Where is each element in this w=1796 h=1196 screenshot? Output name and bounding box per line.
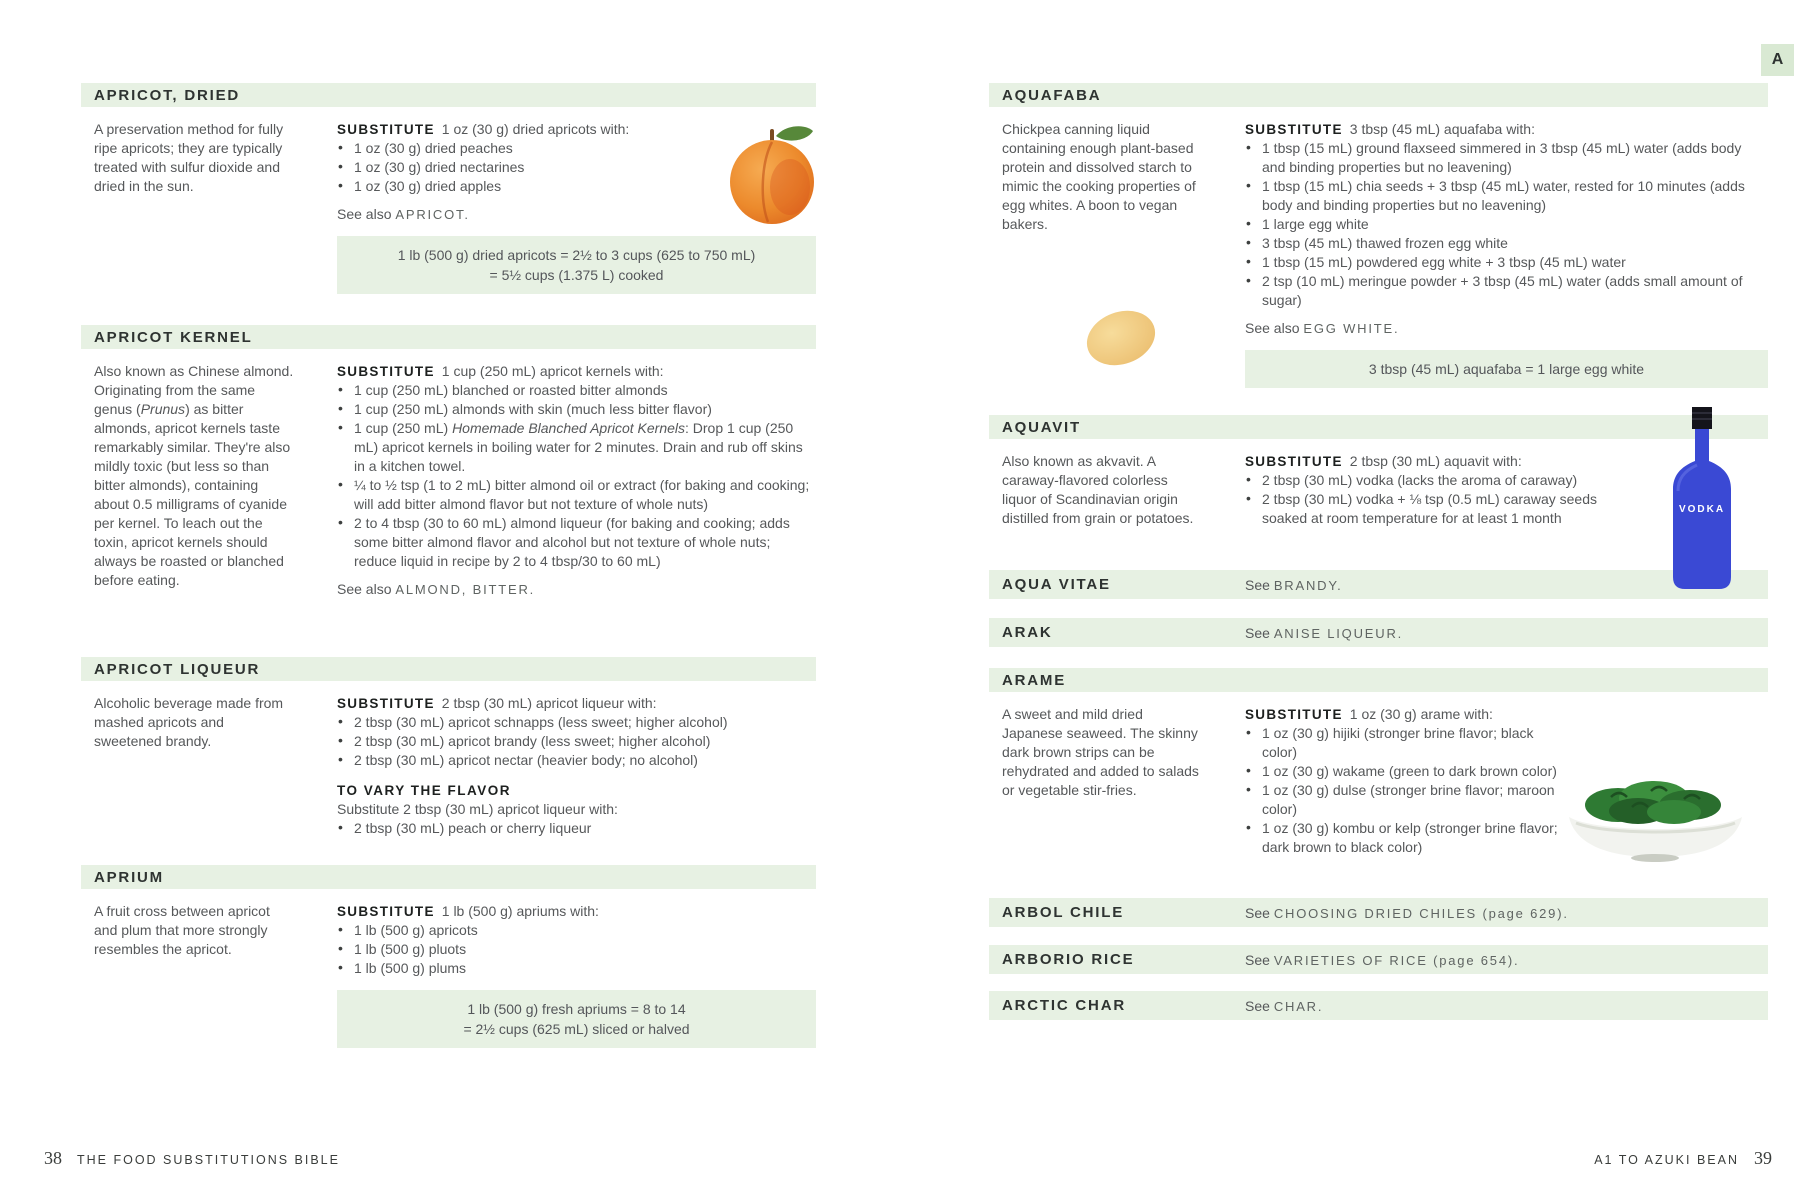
conversion-line: 3 tbsp (45 mL) aquafaba = 1 large egg white (1368, 361, 1645, 377)
substitute-list (1245, 471, 1635, 528)
entry-description: Chickpea canning liquid containing enough plant-based protein and dissolved starch to mimic the cooking properties of egg whites. A boon to vegan bakers. (1002, 121, 1196, 232)
substitutes-column (1245, 120, 1768, 338)
entry-aquavit (989, 415, 1768, 570)
see-also-note (1245, 905, 1768, 921)
substitute-line (1245, 120, 1764, 139)
conversion-line: = 5½ cups (1.375 L) cooked (489, 267, 664, 283)
substitute-item: • 1 tbsp (15 mL) powdered egg white + 3 tbsp (45 mL) water (1245, 253, 1764, 272)
substitute-list (337, 381, 812, 571)
term-bar: ARAME (989, 668, 1768, 692)
substitute-item: • 1 lb (500 g) apricots (337, 921, 812, 940)
substitute-item: • 1 oz (30 g) dulse (stronger brine flavor; maroon color) (1245, 781, 1565, 819)
see-also-prefix: See also (1245, 320, 1304, 336)
cross-reference-link: APRICOT. (395, 207, 470, 222)
vary-flavor-list (337, 819, 812, 838)
term-bar: APRICOT, DRIED (81, 83, 816, 107)
entry-arbol-chile (989, 898, 1768, 927)
substitute-item: • 1 tbsp (15 mL) chia seeds + 3 tbsp (45 mL) water, rested for 10 minutes (adds body and binding properties but no leavening) (1245, 177, 1764, 215)
substitute-item: • 1 oz (30 g) dried apples (337, 177, 812, 196)
cross-reference-link: CHOOSING DRIED CHILES (page 629). (1273, 905, 1569, 921)
substitutes-column (337, 362, 816, 599)
page-number: 39 (1754, 1148, 1772, 1168)
substitute-label: SUBSTITUTE (1245, 707, 1343, 722)
substitute-label: SUBSTITUTE (1245, 122, 1343, 137)
conversion-box (1245, 350, 1768, 388)
entry-aprium (81, 865, 816, 1048)
substitute-intro: 1 oz (30 g) dried apricots with: (441, 121, 630, 137)
entry-description: Also known as akvavit. A caraway-flavored colorless liquor of Scandinavian origin distilled from grain or potatoes. (1002, 453, 1194, 526)
footer-right (1594, 1148, 1772, 1169)
entry-apricot-kernel (81, 325, 816, 657)
see-also-note (1245, 625, 1768, 641)
substitute-list (337, 921, 812, 978)
see-also-prefix: See (1245, 576, 1274, 593)
description-text: ) as bitter almonds, apricot kernels taste remarkably similar. They're also mildly toxic (but less so than bitter almonds), containing about 0.5 milligrams of cyanide per kernel. To leach out the toxin, apricot kernels should always be roasted or blanched before eating. (94, 401, 291, 588)
substitute-label: SUBSTITUTE (337, 904, 435, 919)
substitute-item: • 1 oz (30 g) wakame (green to dark brown color) (1245, 762, 1565, 781)
cross-reference-link: ALMOND, BITTER. (395, 582, 536, 597)
substitute-intro: 1 cup (250 mL) apricot kernels with: (441, 363, 664, 379)
substitute-item: • 2 tbsp (30 mL) apricot nectar (heavier body; no alcohol) (337, 751, 812, 770)
running-footer-title: THE FOOD SUBSTITUTIONS BIBLE (77, 1153, 340, 1167)
description-italic: Prunus (140, 401, 186, 417)
term-bar: APRIUM (81, 865, 816, 889)
substitute-item-italic: Homemade Blanched Apricot Kernels (452, 420, 685, 436)
substitute-list (337, 713, 812, 770)
substitute-item: • 2 tbsp (30 mL) vodka + ⅛ tsp (0.5 mL) caraway seeds soaked at room temperature for at least 1 month (1245, 490, 1635, 528)
cross-reference-link: BRANDY. (1273, 577, 1343, 593)
substitute-label: SUBSTITUTE (337, 696, 435, 711)
footer-left (44, 1148, 340, 1169)
substitute-item: • 2 tbsp (30 mL) peach or cherry liqueur (337, 819, 812, 838)
seaweed (1647, 800, 1701, 824)
entry-apricot-dried (81, 83, 816, 325)
see-also-note (1245, 319, 1764, 338)
egg-illustration (1083, 305, 1160, 370)
cross-reference-link: CHAR. (1273, 998, 1324, 1014)
description-text: Also known as Chinese almond. Originating from the same genus ( (94, 363, 294, 417)
substitutes-column (337, 694, 816, 838)
cross-reference-link: VARIETIES OF RICE (page 654). (1273, 952, 1520, 968)
term-bar: ARCTIC CHAR (1002, 997, 1126, 1014)
see-also-prefix: See also (337, 206, 396, 222)
substitute-list (1245, 724, 1565, 857)
substitute-item: • ¼ to ½ tsp (1 to 2 mL) bitter almond oil or extract (for baking and cooking; will add bitter almond flavor but not texture of whole nuts) (337, 476, 812, 514)
entry-arak (989, 618, 1768, 647)
vary-flavor-heading: TO VARY THE FLAVOR (337, 783, 512, 798)
see-also-note (1245, 998, 1768, 1014)
vary-flavor-intro: Substitute 2 tbsp (30 mL) apricot liqueur with: (337, 801, 618, 817)
entry-description: A fruit cross between apricot and plum that more strongly resembles the apricot. (94, 903, 270, 957)
substitute-item (337, 419, 812, 476)
entry-description: A preservation method for fully ripe apricots; they are typically treated with sulfur dioxide and dried in the sun. (94, 121, 284, 194)
entry-aqua-vitae (989, 570, 1768, 599)
entry-apricot-liqueur (81, 657, 816, 865)
alpha-index-tab[interactable]: A (1761, 44, 1794, 76)
apricot-illustration (728, 121, 816, 225)
term-bar: AQUAFABA (989, 83, 1768, 107)
conversion-line: 1 lb (500 g) dried apricots = 2½ to 3 cups (625 to 750 mL) (397, 247, 756, 263)
substitute-list (1245, 139, 1764, 310)
page-left (81, 83, 816, 1048)
substitute-item-text: 1 cup (250 mL) (354, 420, 453, 436)
entry-description: Alcoholic beverage made from mashed apricots and sweetened brandy. (94, 695, 284, 749)
term-bar: ARBOL CHILE (1002, 904, 1125, 921)
running-footer-title: A1 TO AZUKI BEAN (1594, 1153, 1739, 1167)
term-bar: APRICOT KERNEL (81, 325, 816, 349)
page-right (989, 83, 1768, 1020)
term-bar: AQUA VITAE (1002, 576, 1111, 593)
substitute-label: SUBSTITUTE (337, 364, 435, 379)
substitute-item: • 1 lb (500 g) plums (337, 959, 812, 978)
substitute-item-text: : Drop 1 cup (250 mL) apricot kernels in boiling water for 2 minutes. Drain and rub off skins in a kitchen towel. (354, 420, 803, 474)
conversion-box (337, 990, 816, 1048)
substitute-item: • 1 oz (30 g) dried peaches (337, 139, 812, 158)
substitute-intro: 3 tbsp (45 mL) aquafaba with: (1349, 121, 1535, 137)
substitute-item: • 2 to 4 tbsp (30 to 60 mL) almond liqueur (for baking and cooking; adds some bitter almond flavor and alcohol but not texture of whole nuts; reduce liquid in recipe by 2 to 4 tbsp/30 to 60 mL) (337, 514, 812, 571)
entry-arctic-char (989, 991, 1768, 1020)
egg-shape (1083, 305, 1160, 370)
see-also-prefix: See (1245, 951, 1274, 968)
see-also-prefix: See (1245, 624, 1274, 641)
see-also-note (337, 580, 812, 599)
term-bar: ARAK (1002, 624, 1053, 641)
cross-reference-link: EGG WHITE. (1303, 321, 1400, 336)
substitute-intro: 2 tbsp (30 mL) aquavit with: (1349, 453, 1522, 469)
substitute-line (1245, 705, 1764, 724)
substitutes-column (337, 902, 816, 978)
substitute-item: • 1 lb (500 g) pluots (337, 940, 812, 959)
substitute-line (337, 694, 812, 713)
substitute-item: • 1 tbsp (15 mL) ground flaxseed simmered in 3 tbsp (45 mL) water (adds body and binding properties but no leavening) (1245, 139, 1764, 177)
substitute-item: • 2 tbsp (30 mL) vodka (lacks the aroma of caraway) (1245, 471, 1635, 490)
see-also-prefix: See also (337, 581, 396, 597)
page-number: 38 (44, 1148, 62, 1168)
entry-description (81, 362, 337, 590)
substitute-item: • 1 large egg white (1245, 215, 1764, 234)
substitute-intro: 2 tbsp (30 mL) apricot liqueur with: (441, 695, 657, 711)
substitute-item: • 1 cup (250 mL) blanched or roasted bitter almonds (337, 381, 812, 400)
conversion-box (337, 236, 816, 294)
bowl-foot (1631, 854, 1679, 862)
see-also-note (1245, 952, 1768, 968)
term-bar: APRICOT LIQUEUR (81, 657, 816, 681)
apricot-blush (770, 159, 810, 215)
vodka-bottle-illustration (1670, 407, 1734, 592)
substitute-item: • 1 oz (30 g) kombu or kelp (stronger brine flavor; dark brown to black color) (1245, 819, 1565, 857)
substitute-label: SUBSTITUTE (337, 122, 435, 137)
conversion-line: 1 lb (500 g) fresh apriums = 8 to 14 (467, 1001, 686, 1017)
substitute-item: • 2 tsp (10 mL) meringue powder + 3 tbsp (45 mL) water (adds small amount of sugar) (1245, 272, 1764, 310)
substitute-line (337, 362, 812, 381)
apricot-leaf (776, 126, 813, 140)
cross-reference-link: ANISE LIQUEUR. (1273, 625, 1404, 641)
entry-arborio-rice (989, 945, 1768, 974)
substitute-item: • 1 oz (30 g) dried nectarines (337, 158, 812, 177)
substitute-item: • 3 tbsp (45 mL) thawed frozen egg white (1245, 234, 1764, 253)
substitute-label: SUBSTITUTE (1245, 454, 1343, 469)
substitute-item: • 1 cup (250 mL) almonds with skin (much less bitter flavor) (337, 400, 812, 419)
bowl (1569, 817, 1742, 857)
term-bar: ARBORIO RICE (1002, 951, 1135, 968)
conversion-line: = 2½ cups (625 mL) sliced or halved (463, 1021, 690, 1037)
substitute-item: • 2 tbsp (30 mL) apricot brandy (less sweet; higher alcohol) (337, 732, 812, 751)
bottle-label: VODKA (1678, 504, 1726, 515)
see-also-prefix: See (1245, 904, 1274, 921)
substitute-item: • 2 tbsp (30 mL) apricot schnapps (less sweet; higher alcohol) (337, 713, 812, 732)
substitute-item: • 1 oz (30 g) hijiki (stronger brine flavor; black color) (1245, 724, 1565, 762)
term-bar: AQUAVIT (989, 415, 1768, 439)
substitute-intro: 1 oz (30 g) arame with: (1349, 706, 1493, 722)
entry-description: A sweet and mild dried Japanese seaweed. The skinny dark brown strips can be rehydrated and added to salads or vegetable stir-fries. (1002, 706, 1199, 798)
seaweed-bowl-illustration (1566, 777, 1745, 864)
substitute-line (337, 902, 812, 921)
substitute-intro: 1 lb (500 g) apriums with: (441, 903, 599, 919)
see-also-prefix: See (1245, 997, 1274, 1014)
